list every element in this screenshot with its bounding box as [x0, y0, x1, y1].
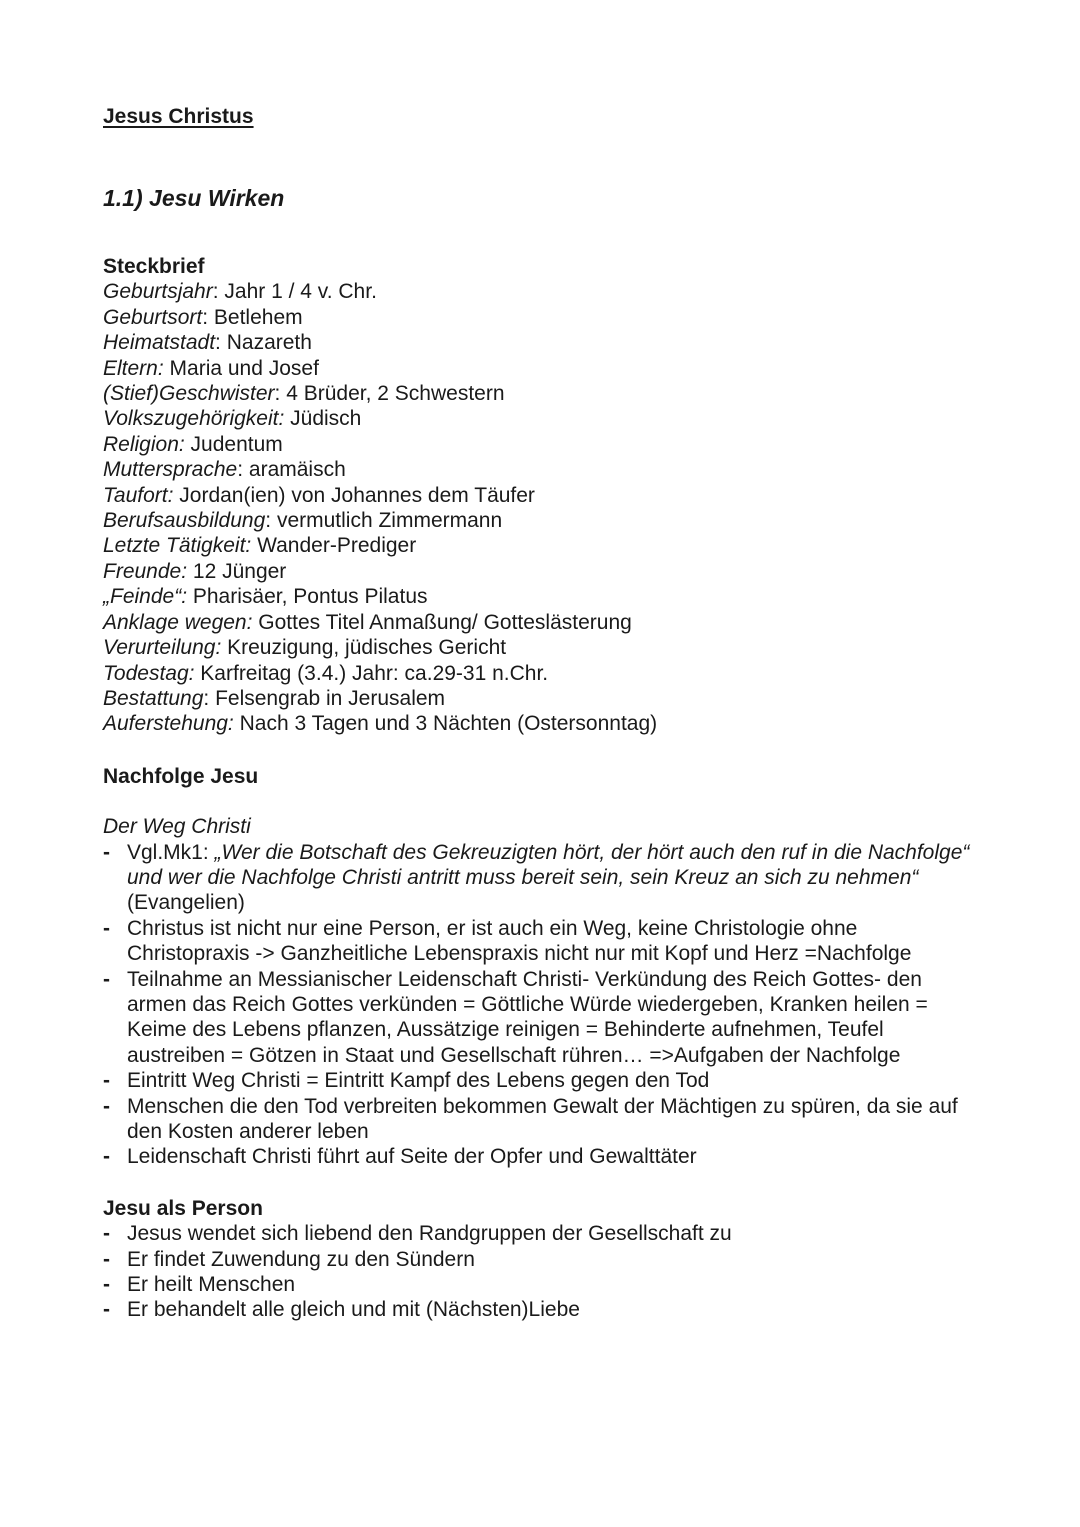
document-title: Jesus Christus — [103, 105, 254, 128]
profile-key: Religion: — [103, 432, 185, 456]
profile-value: Nazareth — [220, 331, 312, 355]
profile-row — [103, 635, 983, 660]
profile-row — [103, 559, 983, 584]
profile-key: „Feinde“: — [103, 585, 188, 609]
profile-separator: : — [274, 382, 281, 406]
profile-row — [103, 661, 983, 686]
profile-value: Jordan(ien) von Johannes dem Täufer — [173, 483, 535, 507]
profile-row — [103, 381, 983, 406]
profile-value: Jahr 1 / 4 v. Chr. — [218, 280, 377, 304]
person-heading: Jesu als Person — [103, 1196, 263, 1220]
profile-value: Felsengrab in Jerusalem — [209, 686, 446, 710]
profile-value: 4 Brüder, 2 Schwestern — [280, 382, 505, 406]
list-item: - Christus ist nicht nur eine Person, er ist auch ein Weg, keine Christologie ohne Christopraxis -> Ganzheitliche Lebenspraxis nicht nur mit Kopf und Herz =Nachfolge — [103, 916, 983, 967]
profile-key: Anklage wegen: — [103, 610, 253, 634]
profile-key: Freunde: — [103, 559, 188, 583]
section-title: 1.1) Jesu Wirken — [103, 185, 285, 211]
profile-key: Heimatstadt — [103, 331, 216, 355]
profile-row — [103, 508, 983, 533]
profile-key: Volkszugehörigkeit: — [103, 407, 285, 431]
profile-value: Kreuzigung, jüdisches Gericht — [221, 636, 507, 660]
profile-row — [103, 610, 983, 635]
profile-row — [103, 279, 983, 304]
profile-row — [103, 686, 983, 711]
person-list — [103, 1221, 983, 1323]
profile-key: Taufort: — [103, 483, 174, 507]
profile-row — [103, 457, 983, 482]
profile-value: Jüdisch — [284, 407, 362, 431]
list-item: - Teilnahme an Messianischer Leidenschaft Christi- Verkündung des Reich Gottes- den armen das Reich Gottes verkünden = Göttliche Würde wiedergeben, Kranken heilen = Keime des Lebens pflanzen, Aussätzige reinigen = Behinderte aufnehmen, Teufel austreiben = Götzen in Staat und Gesellschaft rühren… =>Aufgaben der Nachfolge — [103, 967, 983, 1069]
profile-value: aramäisch — [243, 458, 346, 482]
profile-key: Muttersprache — [103, 458, 238, 482]
profile-key: Todestag: — [103, 661, 195, 685]
profile-separator: : — [237, 458, 244, 482]
nachfolge-list — [103, 840, 983, 1170]
profile-key: Bestattung — [103, 686, 204, 710]
list-item: - Er behandelt alle gleich und mit (Nächsten)Liebe — [103, 1297, 983, 1322]
profile-row — [103, 483, 983, 508]
profile-value: Pharisäer, Pontus Pilatus — [187, 585, 428, 609]
profile-key: Auferstehung: — [103, 712, 234, 736]
profile-value: Wander-Prediger — [251, 534, 417, 558]
list-item-quote: „Wer die Botschaft des Gekreuzigten hört, der hört auch den ruf in die Nachfolge“ und wer die Nachfolge Christi antritt muss bereit sein, sein Kreuz an sich zu nehmen“ — [127, 840, 970, 889]
list-item: - Jesus wendet sich liebend den Randgruppen der Gesellschaft zu — [103, 1221, 983, 1246]
nachfolge-subheading: Der Weg Christi — [103, 815, 251, 839]
profile-row — [103, 356, 983, 381]
profile-separator: : — [265, 509, 272, 533]
profile-key: Eltern: — [103, 356, 164, 380]
profile-separator: : — [202, 305, 209, 329]
profile-row — [103, 432, 983, 457]
profile-value: Maria und Josef — [163, 356, 319, 380]
profile-value: Gottes Titel Anmaßung/ Gotteslästerung — [252, 610, 632, 634]
profile-value: vermutlich Zimmermann — [271, 509, 503, 533]
profile-key: Letzte Tätigkeit: — [103, 534, 252, 558]
profile-key: Geburtsjahr — [103, 280, 213, 304]
list-item-suffix: (Evangelien) — [127, 891, 245, 915]
list-item: - Menschen die den Tod verbreiten bekommen Gewalt der Mächtigen zu spüren, da sie auf den Kosten anderer leben — [103, 1094, 983, 1145]
list-item: - Er findet Zuwendung zu den Sündern — [103, 1247, 983, 1272]
list-item: - Eintritt Weg Christi = Eintritt Kampf des Lebens gegen den Tod — [103, 1068, 983, 1093]
nachfolge-heading: Nachfolge Jesu — [103, 764, 259, 788]
profile-list — [103, 279, 983, 736]
document-page — [103, 104, 983, 1323]
profile-value: Nach 3 Tagen und 3 Nächten (Ostersonntag) — [233, 712, 658, 736]
profile-key: (Stief)Geschwister — [103, 382, 275, 406]
profile-value: 12 Jünger — [187, 559, 287, 583]
profile-key: Verurteilung: — [103, 636, 222, 660]
profile-row — [103, 584, 983, 609]
profile-row — [103, 711, 983, 736]
profile-separator: : — [212, 280, 219, 304]
profile-separator: : — [203, 686, 210, 710]
profile-row — [103, 330, 983, 355]
profile-value: Karfreitag (3.4.) Jahr: ca.29-31 n.Chr. — [194, 661, 549, 685]
profile-row — [103, 305, 983, 330]
profile-row — [103, 406, 983, 431]
list-item: - Er heilt Menschen — [103, 1272, 983, 1297]
profile-value: Betlehem — [208, 305, 303, 329]
list-item-prefix: Vgl.Mk1: — [127, 840, 215, 864]
profile-value: Judentum — [184, 432, 283, 456]
profile-key: Berufsausbildung — [103, 509, 266, 533]
profile-heading: Steckbrief — [103, 255, 205, 278]
profile-block — [103, 254, 983, 737]
profile-key: Geburtsort — [103, 305, 203, 329]
profile-separator: : — [215, 331, 221, 355]
list-item — [103, 840, 983, 916]
list-item: - Leidenschaft Christi führt auf Seite der Opfer und Gewalttäter — [103, 1144, 983, 1169]
profile-row — [103, 533, 983, 558]
